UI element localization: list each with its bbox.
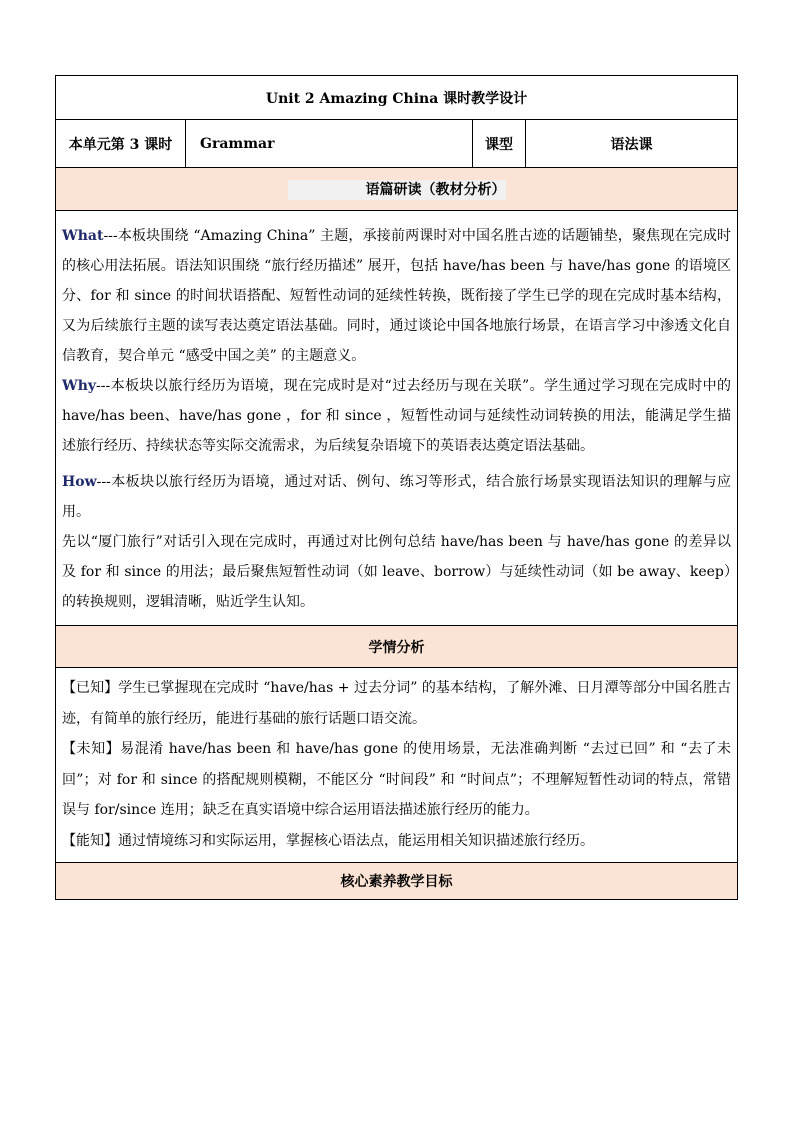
why-paragraph xyxy=(62,371,731,461)
what-paragraph xyxy=(62,221,731,371)
lesson-plan-sheet xyxy=(55,75,737,900)
document-title: Unit 2 Amazing China 课时教学设计 xyxy=(56,76,738,120)
lesson-plan-table xyxy=(55,75,738,900)
lesson-number-label: 本单元第 3 课时 xyxy=(56,120,186,168)
lesson-type-label: 课型 xyxy=(473,120,526,168)
section-title: 语篇研读（教材分析） xyxy=(288,180,506,200)
text-analysis-body xyxy=(56,211,738,626)
able-paragraph: 【能知】通过情境练习和实际运用，掌握核心语法点，能运用相关知识描述旅行经历。 xyxy=(62,832,594,849)
what-text: ---本板块围绕 “Amazing China” 主题，承接前两课时对中国名胜古迹的话题铺垫，聚焦现在完成时的核心用法拓展。语法知识围绕 “旅行经历描述” 展开，包括 have/has been 与 have/has gone 的语境区分、for 和 since 的时间状语搭配、短暂性动词的延续性转换，既衔接了学生已学的现在完成时基本结构，又为后续旅行主题的读写表达奠定语法基础。同时，通过谈论中国各地旅行场景，在语言学习中渗透文化自信教育，契合单元 “感受中国之美” 的主题意义。 xyxy=(62,228,732,364)
section-header-core-goals: 核心素养教学目标 xyxy=(56,863,738,900)
how-paragraph xyxy=(62,467,731,527)
lesson-type-value: 语法课 xyxy=(526,120,738,168)
section-header-student-analysis: 学情分析 xyxy=(56,626,738,668)
how-label: How xyxy=(62,474,97,490)
meta-row xyxy=(56,120,738,168)
how-text: ---本板块以旅行经历为语境，通过对话、例句、练习等形式，结合旅行场景实现语法知识的理解与应用。 xyxy=(62,474,732,520)
how-paragraph-detail: 先以“厦门旅行”对话引入现在完成时，再通过对比例句总结 have/has been 与 have/has gone 的差异以及 for 和 since 的用法；最后聚焦短暂性动词（如 leave、borrow）与延续性动词（如 be away、keep）的转换规则，逻辑清晰，贴近学生认知。 xyxy=(62,534,732,610)
lesson-topic-value: Grammar xyxy=(186,120,473,168)
what-label: What xyxy=(62,228,104,244)
student-analysis-body xyxy=(56,668,738,863)
known-paragraph: 【已知】学生已掌握现在完成时 “have/has + 过去分词” 的基本结构，了解外滩、日月潭等部分中国名胜古迹，有简单的旅行经历，能进行基础的旅行话题口语交流。 xyxy=(62,680,732,727)
section-header-text-analysis xyxy=(56,168,738,211)
unknown-paragraph: 【未知】易混淆 have/has been 和 have/has gone 的使用场景，无法准确判断 “去过已回” 和 “去了未回”；对 for 和 since 的搭配规则模糊，不能区分 “时间段” 和 “时间点”；不理解短暂性动词的特点，常错误与 for/since 连用；缺乏在真实语境中综合运用语法描述旅行经历的能力。 xyxy=(62,741,732,818)
why-label: Why xyxy=(62,378,97,394)
why-text: ---本板块以旅行经历为语境，现在完成时是对“过去经历与现在关联”。学生通过学习现在完成时中的 have/has been、have/has gone ，for 和 since ，短暂性动词与延续性动词转换的用法，能满足学生描述旅行经历、持续状态等实际交流需求，为后续复杂语境下的英语表达奠定语法基础。 xyxy=(62,378,732,454)
